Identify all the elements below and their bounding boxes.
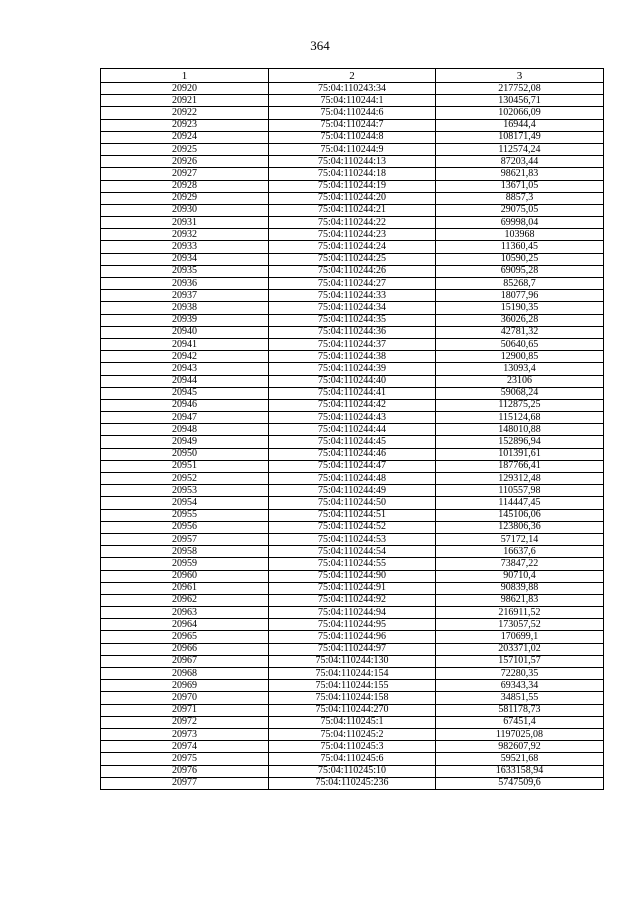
value-cell: 112875,25 [436,399,604,411]
value-cell: 170699,1 [436,631,604,643]
row-number-cell: 20961 [101,582,269,594]
cadastral-number-cell: 75:04:110244:52 [269,521,436,533]
value-cell: 112574,24 [436,143,604,155]
row-number-cell: 20976 [101,765,269,777]
cadastral-number-cell: 75:04:110245:10 [269,765,436,777]
cadastral-number-cell: 75:04:110244:96 [269,631,436,643]
table-row [101,655,604,667]
value-cell: 90710,4 [436,570,604,582]
table-row [101,485,604,497]
table-row [101,375,604,387]
table-row [101,680,604,692]
row-number-cell: 20939 [101,314,269,326]
row-number-cell: 20927 [101,168,269,180]
cadastral-number-cell: 75:04:110244:39 [269,363,436,375]
value-cell: 69998,04 [436,217,604,229]
value-cell: 67451,4 [436,716,604,728]
table-row [101,156,604,168]
value-cell: 114447,45 [436,497,604,509]
row-number-cell: 20923 [101,119,269,131]
value-cell: 216911,52 [436,607,604,619]
cadastral-number-cell: 75:04:110244:23 [269,229,436,241]
cadastral-number-cell: 75:04:110244:53 [269,533,436,545]
value-cell: 1197025,08 [436,728,604,740]
row-number-cell: 20965 [101,631,269,643]
row-number-cell: 20935 [101,265,269,277]
table-row [101,338,604,350]
row-number-cell: 20932 [101,229,269,241]
row-number-cell: 20967 [101,655,269,667]
cadastral-number-cell: 75:04:110244:35 [269,314,436,326]
row-number-cell: 20974 [101,741,269,753]
value-cell: 203371,02 [436,643,604,655]
cadastral-number-cell: 75:04:110245:1 [269,716,436,728]
cadastral-number-cell: 75:04:110244:51 [269,509,436,521]
table-header [101,69,604,83]
cadastral-number-cell: 75:04:110244:27 [269,278,436,290]
row-number-cell: 20962 [101,594,269,606]
row-number-cell: 20969 [101,680,269,692]
value-cell: 69343,34 [436,680,604,692]
table-row [101,704,604,716]
cadastral-number-cell: 75:04:110244:43 [269,412,436,424]
cadastral-number-cell: 75:04:110244:54 [269,546,436,558]
header-row [101,69,604,83]
table-row [101,143,604,155]
row-number-cell: 20963 [101,607,269,619]
value-cell: 23106 [436,375,604,387]
cadastral-number-cell: 75:04:110244:19 [269,180,436,192]
row-number-cell: 20968 [101,668,269,680]
row-number-cell: 20934 [101,253,269,265]
cadastral-number-cell: 75:04:110244:18 [269,168,436,180]
table-row [101,229,604,241]
value-cell: 42781,32 [436,326,604,338]
value-cell: 16944,4 [436,119,604,131]
cadastral-number-cell: 75:04:110244:55 [269,558,436,570]
value-cell: 16637,6 [436,546,604,558]
value-cell: 102066,09 [436,107,604,119]
table-row [101,107,604,119]
row-number-cell: 20936 [101,278,269,290]
value-cell: 581178,73 [436,704,604,716]
cadastral-number-cell: 75:04:110245:236 [269,777,436,789]
table-row [101,180,604,192]
table-row [101,412,604,424]
row-number-cell: 20920 [101,83,269,95]
cadastral-number-cell: 75:04:110244:270 [269,704,436,716]
table-row [101,278,604,290]
cadastral-number-cell: 75:04:110244:46 [269,448,436,460]
value-cell: 59068,24 [436,387,604,399]
row-number-cell: 20966 [101,643,269,655]
table-row [101,399,604,411]
cadastral-number-cell: 75:04:110244:34 [269,302,436,314]
cadastral-number-cell: 75:04:110244:6 [269,107,436,119]
row-number-cell: 20970 [101,692,269,704]
value-cell: 5747509,6 [436,777,604,789]
value-cell: 90839,88 [436,582,604,594]
table-row [101,460,604,472]
value-cell: 101391,61 [436,448,604,460]
row-number-cell: 20954 [101,497,269,509]
value-cell: 173057,52 [436,619,604,631]
cadastral-number-cell: 75:04:110244:33 [269,290,436,302]
table-row [101,314,604,326]
table-row [101,631,604,643]
value-cell: 34851,55 [436,692,604,704]
table-row [101,204,604,216]
row-number-cell: 20933 [101,241,269,253]
table-row [101,509,604,521]
table-row [101,241,604,253]
table-row [101,326,604,338]
value-cell: 130456,71 [436,95,604,107]
value-cell: 18077,96 [436,290,604,302]
page-number: 364 [310,38,330,53]
row-number-cell: 20938 [101,302,269,314]
cadastral-number-cell: 75:04:110244:155 [269,680,436,692]
value-cell: 12900,85 [436,351,604,363]
value-cell: 8857,3 [436,192,604,204]
value-cell: 57172,14 [436,533,604,545]
value-cell: 13671,05 [436,180,604,192]
cadastral-number-cell: 75:04:110244:47 [269,460,436,472]
row-number-cell: 20949 [101,436,269,448]
table-row [101,168,604,180]
row-number-cell: 20931 [101,217,269,229]
row-number-cell: 20948 [101,424,269,436]
table-row [101,436,604,448]
value-cell: 129312,48 [436,473,604,485]
value-cell: 115124,68 [436,412,604,424]
value-cell: 87203,44 [436,156,604,168]
row-number-cell: 20975 [101,753,269,765]
row-number-cell: 20945 [101,387,269,399]
value-cell: 15190,35 [436,302,604,314]
table-row [101,290,604,302]
table-body [101,83,604,790]
row-number-cell: 20937 [101,290,269,302]
value-cell: 152896,94 [436,436,604,448]
row-number-cell: 20921 [101,95,269,107]
row-number-cell: 20922 [101,107,269,119]
cadastral-number-cell: 75:04:110244:92 [269,594,436,606]
value-cell: 85268,7 [436,278,604,290]
cadastral-number-cell: 75:04:110244:94 [269,607,436,619]
cadastral-number-cell: 75:04:110244:50 [269,497,436,509]
row-number-cell: 20925 [101,143,269,155]
value-cell: 10590,25 [436,253,604,265]
row-number-cell: 20930 [101,204,269,216]
row-number-cell: 20956 [101,521,269,533]
table-row [101,558,604,570]
table-row [101,95,604,107]
cadastral-number-cell: 75:04:110244:25 [269,253,436,265]
table-row [101,533,604,545]
table-row [101,302,604,314]
value-cell: 72280,35 [436,668,604,680]
table-row [101,497,604,509]
cadastral-number-cell: 75:04:110244:8 [269,131,436,143]
cadastral-number-cell: 75:04:110245:2 [269,728,436,740]
row-number-cell: 20951 [101,460,269,472]
table-row [101,728,604,740]
table-row [101,192,604,204]
row-number-cell: 20955 [101,509,269,521]
cadastral-number-cell: 75:04:110244:9 [269,143,436,155]
cadastral-number-cell: 75:04:110244:48 [269,473,436,485]
cadastral-number-cell: 75:04:110244:38 [269,351,436,363]
table-row [101,521,604,533]
cadastral-number-cell: 75:04:110244:158 [269,692,436,704]
row-number-cell: 20964 [101,619,269,631]
row-number-cell: 20973 [101,728,269,740]
cadastral-number-cell: 75:04:110244:1 [269,95,436,107]
cadastral-number-cell: 75:04:110244:7 [269,119,436,131]
table-row [101,424,604,436]
row-number-cell: 20958 [101,546,269,558]
row-number-cell: 20972 [101,716,269,728]
row-number-cell: 20942 [101,351,269,363]
value-cell: 103968 [436,229,604,241]
row-number-cell: 20950 [101,448,269,460]
value-cell: 98621,83 [436,594,604,606]
row-number-cell: 20940 [101,326,269,338]
row-number-cell: 20971 [101,704,269,716]
cadastral-number-cell: 75:04:110244:41 [269,387,436,399]
table-row [101,765,604,777]
cadastral-number-cell: 75:04:110245:3 [269,741,436,753]
value-cell: 69095,28 [436,265,604,277]
value-cell: 982607,92 [436,741,604,753]
value-cell: 1633158,94 [436,765,604,777]
cadastral-number-cell: 75:04:110244:21 [269,204,436,216]
table-row [101,692,604,704]
cadastral-number-cell: 75:04:110244:24 [269,241,436,253]
row-number-cell: 20926 [101,156,269,168]
value-cell: 110557,98 [436,485,604,497]
cadastral-number-cell: 75:04:110244:90 [269,570,436,582]
row-number-cell: 20960 [101,570,269,582]
table-row [101,619,604,631]
column-header-2: 2 [269,69,436,83]
value-cell: 123806,36 [436,521,604,533]
cadastral-number-cell: 75:04:110244:22 [269,217,436,229]
table-row [101,253,604,265]
value-cell: 73847,22 [436,558,604,570]
table-row [101,643,604,655]
value-cell: 98621,83 [436,168,604,180]
value-cell: 50640,65 [436,338,604,350]
table-row [101,582,604,594]
table-row [101,716,604,728]
cadastral-number-cell: 75:04:110244:44 [269,424,436,436]
row-number-cell: 20947 [101,412,269,424]
table-row [101,131,604,143]
cadastral-number-cell: 75:04:110244:42 [269,399,436,411]
cadastral-number-cell: 75:04:110244:13 [269,156,436,168]
table-row [101,668,604,680]
row-number-cell: 20929 [101,192,269,204]
value-cell: 217752,08 [436,83,604,95]
table-row [101,387,604,399]
cadastral-number-cell: 75:04:110244:20 [269,192,436,204]
table-row [101,83,604,95]
cadastral-number-cell: 75:04:110244:37 [269,338,436,350]
value-cell: 29075,05 [436,204,604,216]
row-number-cell: 20952 [101,473,269,485]
table-row [101,570,604,582]
cadastral-number-cell: 75:04:110244:154 [269,668,436,680]
cadastral-number-cell: 75:04:110244:40 [269,375,436,387]
table-row [101,546,604,558]
table-row [101,777,604,789]
value-cell: 148010,88 [436,424,604,436]
value-cell: 145106,06 [436,509,604,521]
row-number-cell: 20946 [101,399,269,411]
column-header-3: 3 [436,69,604,83]
cadastral-number-cell: 75:04:110244:95 [269,619,436,631]
value-cell: 59521,68 [436,753,604,765]
data-table [100,68,604,790]
table-row [101,217,604,229]
row-number-cell: 20977 [101,777,269,789]
value-cell: 11360,45 [436,241,604,253]
table-row [101,741,604,753]
value-cell: 157101,57 [436,655,604,667]
table-row [101,363,604,375]
value-cell: 13093,4 [436,363,604,375]
row-number-cell: 20924 [101,131,269,143]
table-row [101,265,604,277]
table-row [101,594,604,606]
value-cell: 187766,41 [436,460,604,472]
row-number-cell: 20957 [101,533,269,545]
value-cell: 108171,49 [436,131,604,143]
row-number-cell: 20928 [101,180,269,192]
cadastral-number-cell: 75:04:110244:91 [269,582,436,594]
table-row [101,607,604,619]
table-row [101,351,604,363]
row-number-cell: 20959 [101,558,269,570]
row-number-cell: 20944 [101,375,269,387]
row-number-cell: 20941 [101,338,269,350]
cadastral-number-cell: 75:04:110244:97 [269,643,436,655]
cadastral-number-cell: 75:04:110245:6 [269,753,436,765]
row-number-cell: 20943 [101,363,269,375]
cadastral-number-cell: 75:04:110244:36 [269,326,436,338]
cadastral-number-cell: 75:04:110243:34 [269,83,436,95]
cadastral-number-cell: 75:04:110244:130 [269,655,436,667]
cadastral-number-cell: 75:04:110244:26 [269,265,436,277]
column-header-1: 1 [101,69,269,83]
row-number-cell: 20953 [101,485,269,497]
table-row [101,473,604,485]
cadastral-number-cell: 75:04:110244:45 [269,436,436,448]
value-cell: 36026,28 [436,314,604,326]
table-row [101,119,604,131]
cadastral-number-cell: 75:04:110244:49 [269,485,436,497]
table-row [101,448,604,460]
table-row [101,753,604,765]
